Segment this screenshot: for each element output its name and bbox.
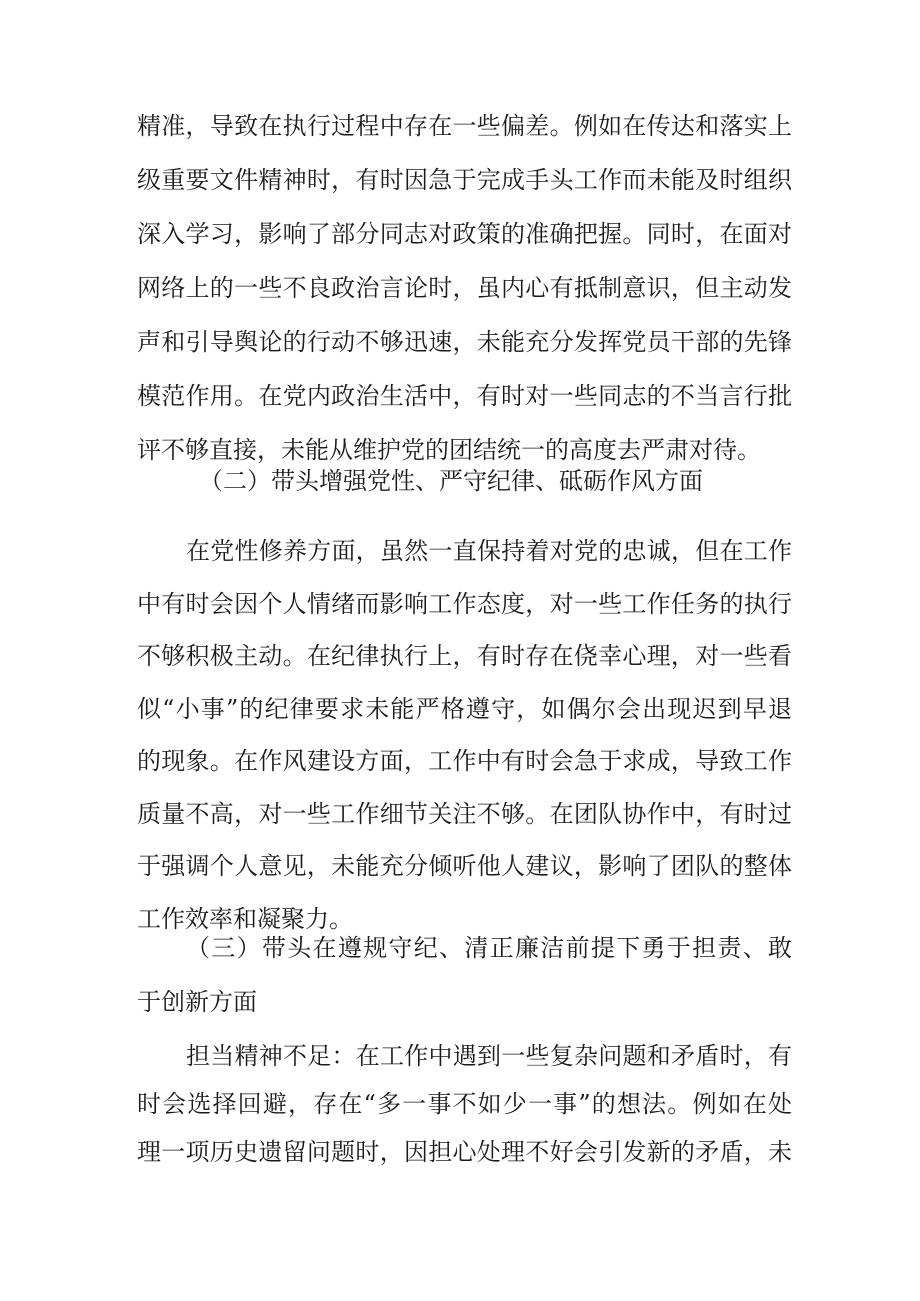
section-heading-3-line-1: （三）带头在遵规守纪、清正廉洁前提下勇于担责、敢 (186, 934, 792, 962)
paragraph-3-line-2: 时会选择回避，存在“多一事不如少一事”的想法。例如在处 (137, 1090, 792, 1118)
section-heading-3-line-2: 于创新方面 (137, 988, 257, 1016)
paragraph-1-line-7: 评不够直接，未能从维护党的团结统一的高度去严肃对待。 (137, 436, 761, 464)
paragraph-2-line-6: 质量不高，对一些工作细节关注不够。在团队协作中，有时过 (137, 800, 792, 828)
paragraph-2-line-1: 在党性修养方面，虽然一直保持着对党的忠诚，但在工作 (186, 537, 792, 565)
paragraph-1-line-1: 精准，导致在执行过程中存在一些偏差。例如在传达和落实上 (137, 112, 792, 140)
paragraph-1-line-5: 声和引导舆论的行动不够迅速，未能充分发挥党员干部的先锋 (137, 328, 792, 356)
paragraph-2-line-8: 工作效率和凝聚力。 (137, 905, 353, 933)
paragraph-1-line-3: 深入学习，影响了部分同志对政策的准确把握。同时，在面对 (137, 220, 792, 248)
section-heading-2: （二）带头增强党性、严守纪律、砥砺作风方面 (199, 467, 703, 495)
paragraph-1-line-4: 网络上的一些不良政治言论时，虽内心有抵制意识，但主动发 (137, 274, 792, 302)
paragraph-2-line-7: 于强调个人意见，未能充分倾听他人建议，影响了团队的整体 (137, 852, 792, 880)
paragraph-2-line-3: 不够积极主动。在纪律执行上，有时存在侥幸心理，对一些看 (137, 642, 792, 670)
paragraph-2-line-2: 中有时会因个人情绪而影响工作态度，对一些工作任务的执行 (137, 590, 792, 618)
paragraph-1-line-2: 级重要文件精神时，有时因急于完成手头工作而未能及时组织 (137, 166, 792, 194)
paragraph-3-line-1: 担当精神不足：在工作中遇到一些复杂问题和矛盾时，有 (186, 1042, 792, 1070)
paragraph-1-line-6: 模范作用。在党内政治生活中，有时对一些同志的不当言行批 (137, 382, 792, 410)
paragraph-3-line-3: 理一项历史遗留问题时，因担心处理不好会引发新的矛盾，未 (137, 1138, 792, 1166)
paragraph-2-line-5: 的现象。在作风建设方面，工作中有时会急于求成，导致工作 (137, 747, 792, 775)
paragraph-2-line-4: 似“小事”的纪律要求未能严格遵守，如偶尔会出现迟到早退 (137, 695, 792, 723)
